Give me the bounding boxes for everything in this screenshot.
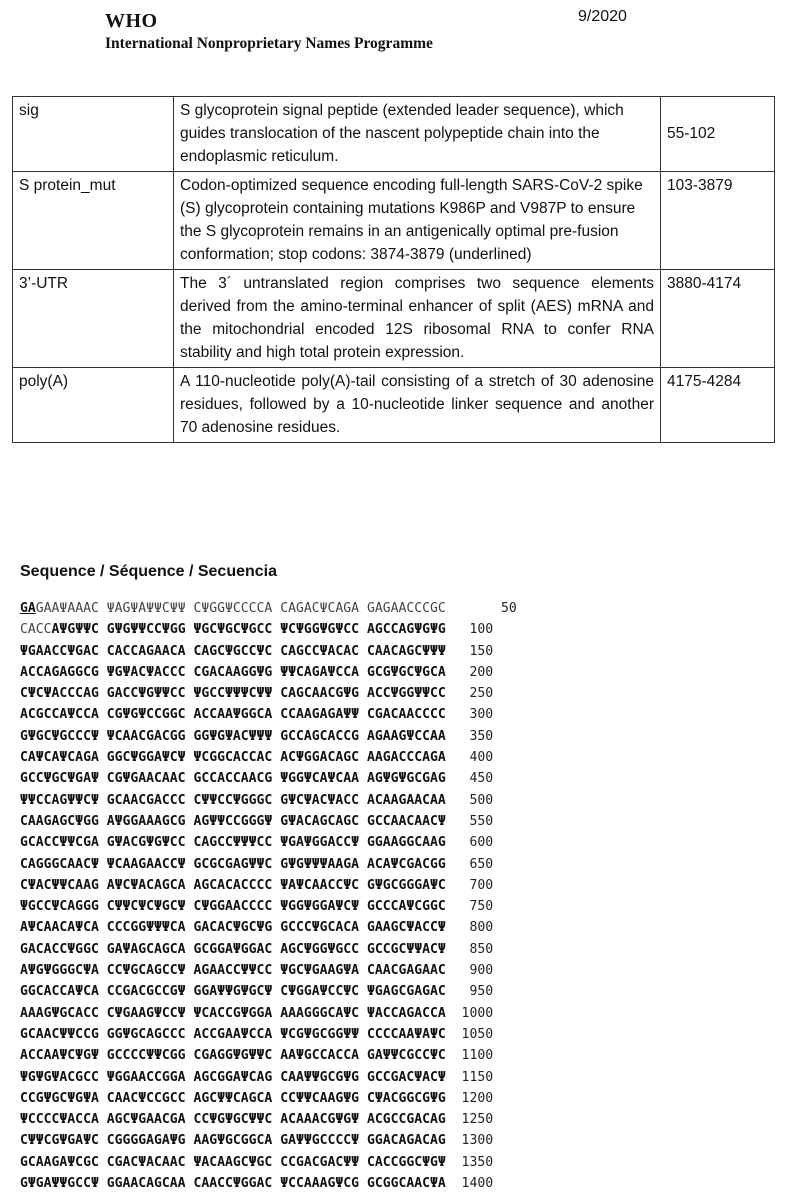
- sequence-group: ΨGAGCGAGAC: [366, 984, 446, 1000]
- sequence-group: CAGCΨGCCΨC: [193, 643, 273, 659]
- sequence-position-number: 50: [453, 601, 517, 616]
- header-org: WHO: [105, 10, 158, 32]
- sequence-position-number: 650: [453, 856, 494, 872]
- region-positions: 55-102: [661, 97, 775, 172]
- sequence-row: [20, 1003, 517, 1024]
- sequence-group: GCACCΨΨCGA: [20, 835, 99, 851]
- sequence-group: ΨACAAGCΨGC: [193, 1154, 273, 1170]
- header-date: 9/2020: [578, 8, 627, 25]
- sequence-row: [20, 832, 517, 853]
- sequence-group: CAΨCAΨCAGA: [20, 750, 99, 766]
- sequence-group: ΨGCΨGAAGΨA: [280, 963, 360, 979]
- sequence-group: GCCGACΨACΨ: [366, 1069, 446, 1085]
- sequence-group: ΨGGΨGGAΨCΨ: [280, 899, 360, 915]
- sequence-row: [20, 1173, 517, 1194]
- sequence-group: CGACAACCCC: [366, 707, 446, 723]
- sequence-group: ΨGCCΨCAGGG: [20, 899, 99, 915]
- sequence-group: CAACAGCΨΨΨ: [366, 643, 446, 659]
- sequence-group: CAAΨΨGCGΨG: [280, 1069, 360, 1085]
- sequence-group: CCCGGΨΨΨCA: [106, 920, 186, 936]
- sequence-group: GAΨΨGCCCCΨ: [280, 1133, 360, 1149]
- sequence-group: CAGCCΨACAC: [280, 643, 360, 659]
- sequence-position-number: 1050: [453, 1026, 494, 1042]
- sequence-group: CACCAGAACA: [106, 643, 186, 659]
- sequence-group: GGCACCAΨCA: [20, 984, 99, 1000]
- sequence-group: ΨGGAACCGGA: [106, 1069, 186, 1085]
- sequence-row: [20, 598, 517, 619]
- sequence-row: [20, 726, 517, 747]
- sequence-position-number: 700: [453, 877, 494, 893]
- sequence-group: CACCGGCΨGΨ: [366, 1154, 446, 1170]
- sequence-group: AGAAGΨCCAA: [366, 728, 446, 744]
- sequence-row: [20, 747, 517, 768]
- sequence-row: [20, 683, 517, 704]
- sequence-group: ΨAΨCAACCΨC: [280, 877, 360, 893]
- sequence-group: ACAAACGΨGΨ: [280, 1112, 360, 1128]
- sequence-group: AGCΨGAACGA: [106, 1112, 186, 1128]
- sequence-position-number: 100: [453, 622, 494, 638]
- sequence-row: [20, 768, 517, 789]
- sequence-group: ACGCCGACAG: [366, 1112, 446, 1128]
- sequence-position-number: 850: [453, 941, 494, 957]
- sequence-group: CΨGGAΨCCΨC: [280, 984, 360, 1000]
- region-name: poly(A): [13, 368, 174, 443]
- sequence-row: [20, 1130, 517, 1151]
- sequence-group: ΨGAACCΨGAC: [20, 643, 99, 659]
- sequence-group: AAΨGCCACCA: [280, 1048, 360, 1064]
- sequence-group: GCGCGAGΨΨC: [193, 856, 273, 872]
- sequence-row: [20, 960, 517, 981]
- sequence-group: AGCΨGGΨGCC: [280, 941, 360, 957]
- sequence-group: AGCACACCCC: [193, 877, 273, 893]
- sequence-group: CCΨGΨGCΨΨC: [193, 1112, 273, 1128]
- sequence-position-number: 1400: [453, 1176, 494, 1192]
- sequence-group: GGΨGCAGCCC: [106, 1026, 186, 1042]
- sequence-position-number: 500: [453, 792, 494, 808]
- sequence-row: [20, 854, 517, 875]
- sequence-group: ΨGCCΨΨΨCΨΨ: [193, 686, 273, 702]
- sequence-group: ACCGAAΨCCA: [193, 1026, 273, 1042]
- sequence-group: CCΨΨCAAGΨG: [280, 1090, 360, 1106]
- sequence-group: CCCCAAΨAΨC: [366, 1026, 446, 1042]
- region-name: sig: [13, 97, 174, 172]
- sequence-group: GΨACAGCAGC: [280, 813, 360, 829]
- sequence-block: [20, 598, 517, 1194]
- sequence-group: CΨGGAACCCC: [193, 899, 273, 915]
- sequence-group: GAΨΨCGCCΨC: [366, 1048, 446, 1064]
- sequence-group: GCAAGAΨCGC: [20, 1154, 99, 1170]
- sequence-group: GΨGCΨGCCCΨ: [20, 728, 99, 744]
- region-description: A 110-nucleotide poly(A)-tail consisting of a stretch of 30 adenosine residues, followed by a 10-nucleotide linker sequence and another 70 adenosine residues.: [174, 368, 661, 443]
- sequence-group: CCGΨGCΨGΨA: [20, 1090, 99, 1106]
- sequence-group: GGAAGGCAAG: [366, 835, 446, 851]
- table-row: [13, 97, 775, 172]
- sequence-group: ΨCAAGAACCΨ: [106, 856, 186, 872]
- sequence-group: AAGACCCAGA: [366, 750, 446, 766]
- sequence-group: AΨGΨGGGCΨA: [20, 963, 99, 979]
- sequence-row: [20, 1024, 517, 1045]
- sequence-start-underlined: GA: [20, 601, 36, 616]
- sequence-group: GΨGCGGGAΨC: [366, 877, 446, 893]
- sequence-group: ΨAGΨAΨΨCΨΨ: [106, 601, 186, 616]
- sequence-row: [20, 1109, 517, 1130]
- region-positions: 103-3879: [661, 172, 775, 270]
- sequence-group: GΨCΨACΨACC: [280, 792, 360, 808]
- region-description: Codon-optimized sequence encoding full-length SARS-CoV-2 spike (S) glycoprotein containing mutations K986P and V987P to ensure the S glycoprotein remains in an antigenically optimal pre-fusion conformation; stop codons: 3874-3879 (underlined): [174, 172, 661, 270]
- sequence-row: [20, 939, 517, 960]
- sequence-position-number: 200: [453, 664, 494, 680]
- sequence-position-number: 1300: [453, 1133, 494, 1149]
- sequence-row: [20, 875, 517, 896]
- sequence-group: GΨGΨΨCCΨGG: [106, 622, 186, 638]
- sequence-group: CAAGAGCΨGG: [20, 813, 99, 829]
- sequence-group: CGΨGΨCCGGC: [106, 707, 186, 723]
- sequence-group: AGCCAGΨGΨG: [366, 622, 446, 638]
- sequence-group: ACAAGAACAA: [366, 792, 446, 808]
- sequence-position-number: 350: [453, 728, 494, 744]
- sequence-position-number: 450: [453, 771, 494, 787]
- sequence-position-number: 1100: [453, 1048, 494, 1064]
- header-programme: International Nonproprietary Names Programme: [105, 35, 433, 52]
- sequence-group: GCGGAΨGGAC: [193, 941, 273, 957]
- sequence-group: GCCAGCACCG: [280, 728, 360, 744]
- sequence-group: CGGGGAGAΨG: [106, 1133, 186, 1149]
- sequence-row: [20, 790, 517, 811]
- sequence-group: GCAACΨΨCCG: [20, 1026, 99, 1042]
- sequence-group-mixed: CACCAΨGΨΨC: [20, 622, 99, 638]
- sequence-title: Sequence / Séquence / Secuencia: [20, 563, 277, 580]
- sequence-group: GΨGΨΨΨAAGA: [280, 856, 360, 872]
- sequence-group: GCCGCΨΨACΨ: [366, 941, 446, 957]
- sequence-group: CGAGGΨGΨΨC: [193, 1048, 273, 1064]
- sequence-group: ΨCGΨGCGGΨΨ: [280, 1026, 360, 1042]
- sequence-group: GGCΨGGAΨCΨ: [106, 750, 186, 766]
- sequence-position-number: 800: [453, 920, 494, 936]
- sequence-group: CCΨGCAGCCΨ: [106, 963, 186, 979]
- sequence-position-number: 150: [453, 643, 494, 659]
- sequence-position-number: 1200: [453, 1090, 494, 1106]
- sequence-group: GGΨGΨACΨΨΨ: [193, 728, 273, 744]
- sequence-group: CAACCΨGGAC: [193, 1176, 273, 1192]
- sequence-group: AGΨΨCCGGGΨ: [193, 813, 273, 829]
- sequence-group: AΨGGAAAGCG: [106, 813, 186, 829]
- sequence-group: ΨCACCGΨGGA: [193, 1005, 273, 1021]
- sequence-group: AGAACCΨΨCC: [193, 963, 273, 979]
- table-row: [13, 368, 775, 443]
- sequence-group: AGCΨΨCAGCA: [193, 1090, 273, 1106]
- sequence-group: AAGΨGCGGCA: [193, 1133, 273, 1149]
- sequence-group: GCGGCAACΨA: [366, 1176, 446, 1192]
- sequence-group: ΨΨCAGAΨCCA: [280, 664, 360, 680]
- sequence-row: [20, 896, 517, 917]
- sequence-group: GACACΨGCΨG: [193, 920, 273, 936]
- sequence-group: AAAGΨGCACC: [20, 1005, 99, 1021]
- sequence-position-number: 1250: [453, 1112, 494, 1128]
- sequence-group: CCGACGCCGΨ: [106, 984, 186, 1000]
- sequence-group: AGCGGAΨCAG: [193, 1069, 273, 1085]
- table-row: [13, 172, 775, 270]
- sequence-group: CGΨGAACAAC: [106, 771, 186, 787]
- sequence-group: CCAAGAGAΨΨ: [280, 707, 360, 723]
- sequence-group: GAAGCΨACCΨ: [366, 920, 446, 936]
- sequence-group: ΨCAACGACGG: [106, 728, 186, 744]
- sequence-group: GΨACGΨGΨCC: [106, 835, 186, 851]
- region-description: S glycoprotein signal peptide (extended leader sequence), which guides translocation of the nascent polypeptide chain into the endoplasmic reticulum.: [174, 97, 661, 172]
- sequence-row: [20, 641, 517, 662]
- sequence-group: CAGCCΨΨΨCC: [193, 835, 273, 851]
- sequence-group: ACCAAΨGGCA: [193, 707, 273, 723]
- sequence-group: GGAΨΨGΨGCΨ: [193, 984, 273, 1000]
- sequence-position-number: 900: [453, 963, 494, 979]
- regions-table: [12, 96, 775, 443]
- region-positions: 3880-4174: [661, 270, 775, 368]
- region-description: The 3´ untranslated region comprises two sequence elements derived from the amino-terminal enhancer of split (AES) mRNA and the mitochondrial encoded 12S ribosomal RNA to confer RNA stability and high total protein expression.: [174, 270, 661, 368]
- sequence-row: [20, 917, 517, 938]
- sequence-group: AΨCAACAΨCA: [20, 920, 99, 936]
- sequence-group: ACCAAΨCΨGΨ: [20, 1048, 99, 1064]
- sequence-row: [20, 1088, 517, 1109]
- sequence-group: GACACCΨGGC: [20, 941, 99, 957]
- region-positions: 4175-4284: [661, 368, 775, 443]
- sequence-group: ΨΨCCAGΨΨCΨ: [20, 792, 99, 808]
- sequence-group: ACΨGGACAGC: [280, 750, 360, 766]
- sequence-group: GCCCCΨΨCGG: [106, 1048, 186, 1064]
- sequence-position-number: 1000: [453, 1005, 494, 1021]
- sequence-position-number: 1150: [453, 1069, 494, 1085]
- sequence-group: CΨGAAGΨCCΨ: [106, 1005, 186, 1021]
- sequence-group: AGΨGΨGCGAG: [366, 771, 446, 787]
- region-name: S protein_mut: [13, 172, 174, 270]
- sequence-position-number: 600: [453, 835, 494, 851]
- sequence-row: [20, 811, 517, 832]
- sequence-group: ΨCCAAAGΨCG: [280, 1176, 360, 1192]
- sequence-group: ΨGAΨGGACCΨ: [280, 835, 360, 851]
- sequence-group: ΨGΨACΨACCC: [106, 664, 186, 680]
- sequence-row: [20, 1067, 517, 1088]
- sequence-group: CGACAAGGΨG: [193, 664, 273, 680]
- sequence-group: ACGCCAΨCCA: [20, 707, 99, 723]
- sequence-group: ACCΨGGΨΨCC: [366, 686, 446, 702]
- sequence-group: GCCCAΨCGGC: [366, 899, 446, 915]
- table-row: [13, 270, 775, 368]
- sequence-group: GAGAACCCGC: [366, 601, 446, 616]
- sequence-group: GΨGAΨΨGCCΨ: [20, 1176, 99, 1192]
- sequence-group: CΨACGGCGΨG: [366, 1090, 446, 1106]
- sequence-group: GCCAACAACΨ: [366, 813, 446, 829]
- sequence-group: ACCAGAGGCG: [20, 664, 99, 680]
- sequence-group: CΨΨCGΨGAΨC: [20, 1133, 99, 1149]
- region-name: 3’-UTR: [13, 270, 174, 368]
- sequence-position-number: 550: [453, 813, 494, 829]
- sequence-group: GACCΨGΨΨCC: [106, 686, 186, 702]
- sequence-group: ACAΨCGACGG: [366, 856, 446, 872]
- sequence-group: CCGACGACΨΨ: [280, 1154, 360, 1170]
- sequence-row: [20, 704, 517, 725]
- sequence-group: CΨΨCΨCΨGCΨ: [106, 899, 186, 915]
- sequence-row: [20, 1045, 517, 1066]
- sequence-group: AΨCΨACAGCA: [106, 877, 186, 893]
- sequence-group: ΨGΨGΨACGCC: [20, 1069, 99, 1085]
- sequence-group: ΨGGΨCAΨCAA: [280, 771, 360, 787]
- sequence-group: CAGGGCAACΨ: [20, 856, 99, 872]
- sequence-row: [20, 1152, 517, 1173]
- sequence-group: CΨCΨACCCAG: [20, 686, 99, 702]
- sequence-row: [20, 619, 517, 640]
- sequence-group: GCAACGACCC: [106, 792, 186, 808]
- sequence-position-number: 750: [453, 899, 494, 915]
- sequence-position-number: 300: [453, 707, 494, 723]
- sequence-position-number: 250: [453, 686, 494, 702]
- sequence-group: GGACAGACAG: [366, 1133, 446, 1149]
- sequence-group: CGACΨACAAC: [106, 1154, 186, 1170]
- sequence-group: GCCACCAACG: [193, 771, 273, 787]
- sequence-position-number: 1350: [453, 1154, 494, 1170]
- sequence-group: GAΨAGCAGCA: [106, 941, 186, 957]
- sequence-group: ΨCGGCACCAC: [193, 750, 273, 766]
- sequence-group: GCCΨGCΨGAΨ: [20, 771, 99, 787]
- sequence-row: [20, 981, 517, 1002]
- sequence-group: GGAACAGCAA: [106, 1176, 186, 1192]
- sequence-group: CΨΨCCΨGGGC: [193, 792, 273, 808]
- sequence-group: ΨGCΨGCΨGCC: [193, 622, 273, 638]
- sequence-position-number: 400: [453, 750, 494, 766]
- sequence-group: GCCCΨGCACA: [280, 920, 360, 936]
- sequence-group: AAAGGGCAΨC: [280, 1005, 360, 1021]
- sequence-group: ΨCΨGGΨGΨCC: [280, 622, 360, 638]
- sequence-group: GCGΨGCΨGCA: [366, 664, 446, 680]
- sequence-position-number: 950: [453, 984, 494, 1000]
- sequence-group: CAACΨCCGCC: [106, 1090, 186, 1106]
- sequence-group: GAAΨAAAC: [35, 601, 99, 616]
- sequence-group: ΨCCCCΨACCA: [20, 1112, 99, 1128]
- sequence-group: CAGACΨCAGA: [280, 601, 360, 616]
- sequence-group: CAGCAACGΨG: [280, 686, 360, 702]
- sequence-group: CAACGAGAAC: [366, 963, 446, 979]
- sequence-group: CΨACΨΨCAAG: [20, 877, 99, 893]
- sequence-row: [20, 662, 517, 683]
- sequence-group: CΨGGΨCCCCA: [193, 601, 273, 616]
- sequence-group: ΨACCAGACCA: [366, 1005, 446, 1021]
